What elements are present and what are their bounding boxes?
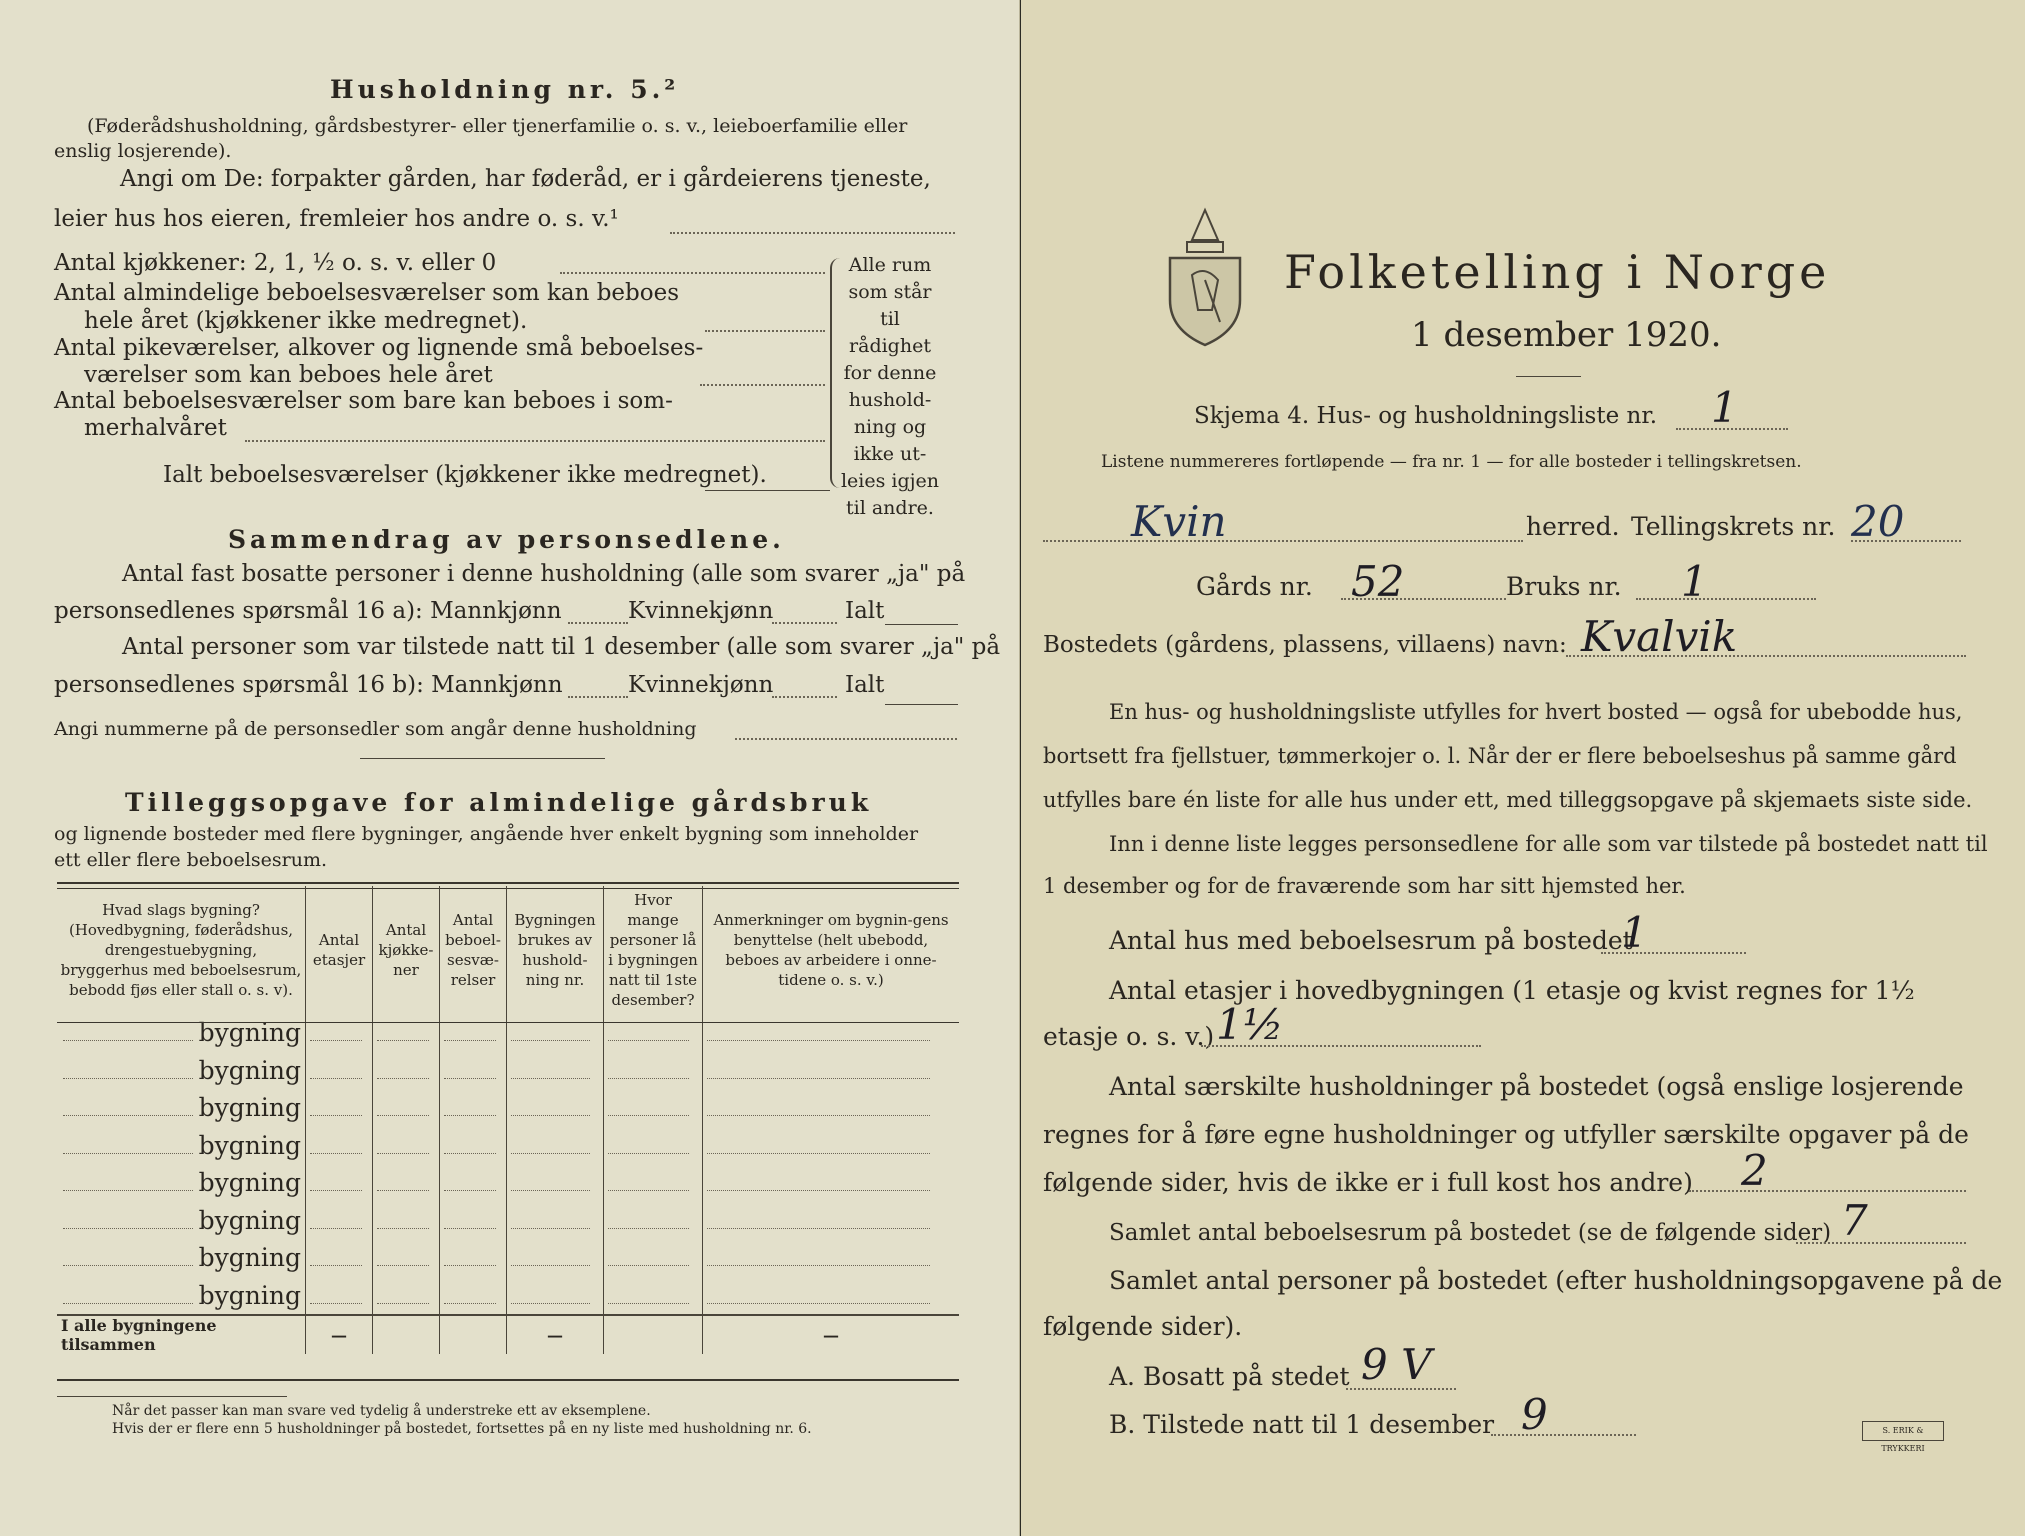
herred-value: Kvin: [1131, 497, 1227, 546]
table-cell: [604, 1014, 703, 1052]
table-cell: [373, 1239, 440, 1277]
gards-label: Gårds nr.: [1196, 572, 1313, 601]
total-beboelsesvaerelser: [440, 1315, 507, 1354]
table-cell: [440, 1127, 507, 1165]
table-cell: [440, 1164, 507, 1202]
building-row-label: bygning: [198, 1055, 301, 1085]
fast-line-2: personsedlenes spørsmål 16 a): Mannkjønn: [54, 598, 562, 624]
table-cell: [306, 1164, 373, 1202]
table-cell: [703, 1239, 960, 1277]
table-cell: [306, 1089, 373, 1127]
bruks-label: Bruks nr.: [1506, 572, 1622, 601]
side-note-line: Alle rum: [848, 254, 932, 276]
building-row-label: bygning: [198, 1130, 301, 1160]
table-cell: [703, 1014, 960, 1052]
tilst-mann-line: [568, 696, 628, 698]
col-header-kjokkener: Antal kjøkke-ner: [373, 886, 440, 1014]
table-cell: [507, 1014, 604, 1052]
building-type-cell: [57, 1164, 306, 1202]
building-table: [57, 886, 959, 1354]
side-note-line: rådighet: [849, 335, 931, 357]
skjema-value: 1: [1711, 383, 1738, 432]
herred-label: herred.: [1526, 512, 1620, 541]
side-note-line: ning og: [853, 416, 927, 438]
table-cell: [604, 1052, 703, 1090]
hus-label: Antal hus med beboelsesrum på bostedet: [1109, 926, 1633, 955]
table-cell: [604, 1239, 703, 1277]
samlet-pers-line-2: følgende sider).: [1043, 1312, 1243, 1341]
angi-nummerne: Angi nummerne på de personsedler som angår denne husholdning: [54, 718, 697, 740]
census-title: Folketelling i Norge: [1284, 245, 1831, 299]
footnote-1: Når det passer kan man svare ved tydelig å understreke ett av eksemplene.: [112, 1403, 651, 1419]
som-line-2: merhalvåret: [84, 415, 227, 441]
pike-line-1: Antal pikeværelser, alkover og lignende små beboelses-: [54, 335, 704, 361]
building-row-label: bygning: [198, 1018, 301, 1048]
fast-mann-line: [568, 622, 628, 624]
table-row: [57, 1239, 959, 1277]
household-title: Husholdning nr. 5.²: [330, 75, 680, 104]
footnote-2: Hvis der er flere enn 5 husholdninger på bostedet, fortsettes på en ny liste med husholdning nr. 6.: [112, 1421, 812, 1437]
col-header-beboelsesvaerelser: Antal beboel-sesvæ-relser: [440, 886, 507, 1014]
table-cell: [440, 1202, 507, 1240]
census-date: 1 desember 1920.: [1411, 315, 1722, 355]
table-cell: [373, 1014, 440, 1052]
table-rule: [57, 882, 959, 884]
table-row: [57, 1052, 959, 1090]
info-p1-line-1: En hus- og husholdningsliste utfylles for hvert bosted — også for ubebodde hus,: [1109, 700, 1963, 724]
tilst-kvinne-label: Kvinnekjønn: [628, 672, 774, 698]
som-answer-line: [245, 440, 825, 442]
building-row-label: bygning: [198, 1168, 301, 1198]
alm-line-1: Antal almindelige beboelsesværelser som kan beboes: [54, 280, 680, 306]
total-kjokkener: [373, 1315, 440, 1354]
som-line-1: Antal beboelsesværelser som bare kan beboes i som-: [54, 388, 673, 414]
table-cell: [306, 1127, 373, 1165]
table-cell: [373, 1277, 440, 1316]
side-note-line: for denne: [843, 362, 937, 384]
fast-ialt-line: [885, 624, 958, 625]
tilst-line-1: Antal personer som var tilstede natt til 1 desember (alle som svarer „ja" på: [122, 634, 1001, 660]
table-row: [57, 1277, 959, 1316]
table-cell: [306, 1202, 373, 1240]
table-cell: [703, 1052, 960, 1090]
hush-line-3: følgende sider, hvis de ikke er i full kost hos andre): [1043, 1168, 1693, 1197]
printer-stamp: S. ERIK & TRYKKERI: [1862, 1421, 1944, 1441]
etasjer-line-2: etasje o. s. v.): [1043, 1022, 1215, 1051]
table-cell: [703, 1164, 960, 1202]
building-type-cell: [57, 1052, 306, 1090]
intro-line-2: enslig losjerende).: [54, 140, 232, 162]
hush-line-1: Antal særskilte husholdninger på bostedet (også enslige losjerende: [1109, 1072, 1964, 1101]
pike-line-2: værelser som kan beboes hele året: [84, 362, 493, 388]
building-type-cell: [57, 1239, 306, 1277]
alm-answer-line: [705, 330, 825, 332]
building-type-cell: [57, 1202, 306, 1240]
building-row-label: bygning: [198, 1280, 301, 1310]
total-label: I alle bygningene tilsammen: [57, 1315, 306, 1354]
table-cell: [306, 1239, 373, 1277]
info-p2-line-2: 1 desember og for de fraværende som har sitt hjemsted her.: [1043, 874, 1686, 898]
table-cell: [604, 1164, 703, 1202]
fast-ialt-label: Ialt: [845, 598, 885, 624]
table-cell: [440, 1052, 507, 1090]
hush-line-2: regnes for å føre egne husholdninger og utfyller særskilte opgaver på de: [1043, 1120, 1969, 1149]
side-note-line: som står til: [848, 281, 932, 330]
samlet-rum-value: 7: [1841, 1196, 1868, 1245]
table-row: [57, 1127, 959, 1165]
alm-line-2: hele året (kjøkkener ikke medregnet).: [84, 308, 528, 334]
building-row-label: bygning: [198, 1243, 301, 1273]
building-row-label: bygning: [198, 1205, 301, 1235]
side-note-line: til andre.: [846, 497, 934, 519]
building-type-cell: [57, 1277, 306, 1316]
table-cell: [703, 1127, 960, 1165]
table-cell: [373, 1164, 440, 1202]
building-type-cell: [57, 1014, 306, 1052]
table-cell: [373, 1127, 440, 1165]
skjema-label: Skjema 4. Hus- og husholdningsliste nr.: [1194, 403, 1658, 429]
building-row-label: bygning: [198, 1093, 301, 1123]
hus-value: 1: [1621, 908, 1648, 957]
tillegg-title: Tilleggsopgave for almindelige gårdsbruk: [125, 788, 873, 817]
tellingskrets-value: 20: [1851, 497, 1905, 546]
table-cell: [703, 1089, 960, 1127]
etasjer-value: 1½: [1216, 1000, 1284, 1049]
col-header-building: Hvad slags bygning? (Hovedbygning, føderådshus, drengestuebygning, bryggerhus med beboelsesrum, bebodd fjøs eller stall o. s. v).: [60, 901, 302, 999]
tillegg-line-2: ett eller flere beboelsesrum.: [54, 849, 328, 871]
bosatt-value: 9 V: [1361, 1340, 1432, 1389]
table-cell: [507, 1127, 604, 1165]
bruks-answer-line: [1636, 598, 1816, 600]
table-cell: [440, 1239, 507, 1277]
samlet-rum-answer-line: [1796, 1242, 1966, 1244]
fast-line-1: Antal fast bosatte personer i denne husholdning (alle som svarer „ja" på: [122, 561, 966, 587]
table-row: [57, 1089, 959, 1127]
bostedets-label: Bostedets (gårdens, plassens, villaens) navn:: [1043, 632, 1567, 658]
fast-kvinne-line: [772, 622, 837, 624]
table-row: [57, 1014, 959, 1052]
table-cell: [373, 1052, 440, 1090]
pike-answer-line: [700, 384, 825, 386]
table-total-row: [57, 1315, 959, 1354]
col-header-personer: Hvor mange personer lå i bygningen natt til 1ste desember?: [604, 886, 703, 1014]
angi-answer-line: [670, 232, 955, 234]
building-type-cell: [57, 1127, 306, 1165]
col-header-etasjer: Antal etasjer: [306, 886, 373, 1014]
total-husholdning: —: [507, 1315, 604, 1354]
angi-nummerne-line: [735, 738, 957, 740]
table-cell: [306, 1052, 373, 1090]
samlet-rum-label: Samlet antal beboelsesrum på bostedet (se de følgende sider): [1109, 1220, 1832, 1246]
table-row: [57, 1202, 959, 1240]
footnote-divider: [57, 1396, 287, 1397]
table-cell: [306, 1277, 373, 1316]
right-page: [1021, 0, 2025, 1536]
etasjer-line-1: Antal etasjer i hovedbygningen (1 etasje og kvist regnes for 1½: [1109, 976, 1915, 1005]
tilstede-value: 9: [1521, 1390, 1548, 1439]
tilstede-label: B. Tilstede natt til 1 desember: [1109, 1410, 1495, 1439]
hush-answer-line: [1689, 1190, 1966, 1192]
tellingskrets-label: Tellingskrets nr.: [1631, 512, 1836, 541]
herred-answer-line: [1043, 540, 1523, 542]
table-cell: [440, 1089, 507, 1127]
col-header-husholdning: Bygningen brukes av hushold-ning nr.: [507, 886, 604, 1014]
table-cell: [604, 1277, 703, 1316]
table-row: [57, 1164, 959, 1202]
total-anmerkninger: —: [703, 1315, 960, 1354]
table-cell: [373, 1089, 440, 1127]
table-cell: [507, 1277, 604, 1316]
ialt-label: Ialt beboelsesværelser (kjøkkener ikke medregnet).: [163, 462, 767, 488]
info-p1-line-3: utfylles bare én liste for alle hus under ett, med tilleggsopgave på skjemaets siste side.: [1043, 788, 1973, 812]
total-etasjer: —: [306, 1315, 373, 1354]
table-cell: [373, 1202, 440, 1240]
fast-kvinne-label: Kvinnekjønn: [628, 598, 774, 624]
ialt-answer-line: [705, 490, 830, 491]
tilst-ialt-label: Ialt: [845, 672, 885, 698]
bruks-value: 1: [1681, 557, 1708, 606]
side-note-line: ikke ut-: [853, 443, 927, 465]
angi-line-2: leier hus hos eieren, fremleier hos andre o. s. v.¹: [54, 206, 619, 232]
info-p2-line-1: Inn i denne liste legges personsedlene for alle som var tilstede på bostedet natt til: [1109, 832, 1988, 856]
tillegg-line-1: og lignende bosteder med flere bygninger, angående hver enkelt bygning som inneholder: [54, 823, 919, 845]
bostedets-value: Kvalvik: [1581, 612, 1738, 661]
table-cell: [507, 1202, 604, 1240]
tilst-kvinne-line: [772, 696, 837, 698]
kjokkener-label: Antal kjøkkener: 2, 1, ½ o. s. v. eller 0: [54, 250, 497, 276]
table-cell: [507, 1052, 604, 1090]
table-cell: [604, 1127, 703, 1165]
intro-line-1: (Føderådshusholdning, gårdsbestyrer- eller tjenerfamilie o. s. v., leieboerfamilie eller: [87, 115, 908, 137]
kjokkener-answer-line: [560, 272, 825, 274]
table-cell: [306, 1014, 373, 1052]
table-cell: [604, 1089, 703, 1127]
table-cell: [604, 1202, 703, 1240]
listene-note: Listene nummereres fortløpende — fra nr. 1 — for alle bosteder i tellingskretsen.: [1101, 452, 1802, 472]
side-note-line: hushold-: [848, 389, 932, 411]
table-cell: [703, 1277, 960, 1316]
table-cell: [440, 1277, 507, 1316]
tilst-ialt-line: [885, 704, 958, 705]
angi-line-1: Angi om De: forpakter gården, har føderåd, er i gårdeierens tjeneste,: [120, 166, 931, 192]
total-personer: [604, 1315, 703, 1354]
coat-of-arms-icon: [1162, 200, 1248, 350]
building-table-body: [57, 1014, 959, 1354]
gards-value: 52: [1351, 557, 1405, 606]
sammendrag-title: Sammendrag av personsedlene.: [228, 525, 785, 554]
col-header-anmerkninger: Anmerkninger om bygnin-gens benyttelse (helt ubebodd, beboes av arbeidere i onne-tidene o. s. v.): [703, 886, 960, 1014]
building-type-cell: [57, 1089, 306, 1127]
title-divider: [1516, 376, 1581, 377]
table-cell: [440, 1014, 507, 1052]
samlet-pers-line-1: Samlet antal personer på bostedet (efter husholdningsopgavene på de: [1109, 1266, 2003, 1295]
side-note: [840, 252, 940, 522]
info-p1-line-2: bortsett fra fjellstuer, tømmerkojer o. l. Når der er flere beboelseshus på samme gård: [1043, 744, 1957, 768]
table-cell: [703, 1202, 960, 1240]
bosatt-label: A. Bosatt på stedet: [1109, 1362, 1350, 1391]
table-rule: [57, 1379, 959, 1381]
side-note-line: leies igjen: [840, 470, 940, 492]
hush-value: 2: [1741, 1146, 1768, 1195]
table-cell: [507, 1239, 604, 1277]
table-cell: [507, 1089, 604, 1127]
section-divider: [360, 758, 605, 759]
table-cell: [507, 1164, 604, 1202]
table-rule: [57, 1022, 959, 1023]
tilst-line-2: personsedlenes spørsmål 16 b): Mannkjønn: [54, 672, 563, 698]
tilstede-answer-line: [1491, 1434, 1636, 1436]
